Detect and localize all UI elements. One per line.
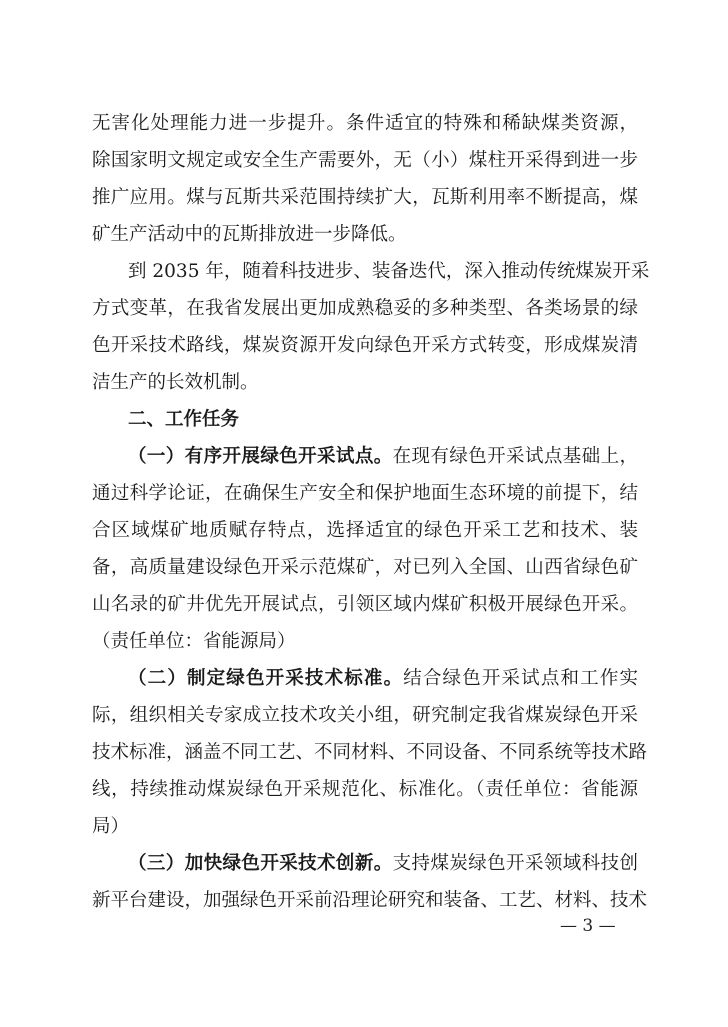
paragraph-line: 色开采技术路线，煤炭资源开发向绿色开采方式转变，形成煤炭清 (92, 335, 638, 356)
task-3-title: （三）加快绿色开采技术创新。 (128, 853, 393, 874)
paragraph-line: 山名录的矿井优先开展试点，引领区域内煤矿积极开展绿色开采。 (92, 594, 638, 615)
task-2-first-line (128, 659, 638, 699)
paragraph-line: 局） (92, 816, 130, 837)
paragraph-line: 通过科学论证，在确保生产安全和保护地面生态环境的前提下，结 (92, 483, 638, 504)
task-3-text: 支持煤炭绿色开采领域科技创 (392, 853, 638, 874)
paragraph-line: 合区域煤矿地质赋存特点，选择适宜的绿色开采工艺和技术、装 (92, 520, 638, 541)
paragraph-line: 方式变革，在我省发展出更加成熟稳妥的多种类型、各类场景的绿 (92, 298, 638, 319)
paragraph-line: 新平台建设，加强绿色开采前沿理论研究和装备、工艺、材料、技术 (92, 890, 648, 911)
task-2-title: （二）制定绿色开采技术标准。 (128, 668, 404, 689)
task-1-text: 在现有绿色开采试点基础上， (392, 446, 638, 467)
section-heading: 二、工作任务 (128, 409, 240, 430)
paragraph-line: 除国家明文规定或安全生产需要外，无（小）煤柱开采得到进一步 (92, 150, 638, 171)
task-3-first-line (128, 844, 638, 884)
paragraph-line: 到 2035 年，随着科技进步、装备迭代，深入推动传统煤炭开采 (128, 261, 650, 282)
page-number: — 3 — (560, 916, 616, 936)
paragraph-line: 无害化处理能力进一步提升。条件适宜的特殊和稀缺煤类资源， (92, 113, 638, 134)
task-1-first-line (128, 437, 638, 477)
responsible-unit: （责任单位：省能源局） (92, 631, 296, 652)
task-1-title: （一）有序开展绿色开采试点。 (128, 446, 393, 467)
task-2-text: 结合绿色开采试点和工作实 (403, 668, 638, 689)
paragraph-line: 矿生产活动中的瓦斯排放进一步降低。 (92, 224, 407, 245)
paragraph-line: 备，高质量建设绿色开采示范煤矿，对已列入全国、山西省绿色矿 (92, 557, 638, 578)
paragraph-line: 推广应用。煤与瓦斯共采范围持续扩大，瓦斯利用率不断提高，煤 (92, 187, 638, 208)
paragraph-line: 线，持续推动煤炭绿色开采规范化、标准化。（责任单位：省能源 (92, 779, 638, 800)
paragraph-line: 洁生产的长效机制。 (92, 372, 259, 393)
paragraph-line: 际，组织相关专家成立技术攻关小组，研究制定我省煤炭绿色开采 (92, 705, 638, 726)
paragraph-line: 技术标准，涵盖不同工艺、不同材料、不同设备、不同系统等技术路 (92, 742, 648, 763)
